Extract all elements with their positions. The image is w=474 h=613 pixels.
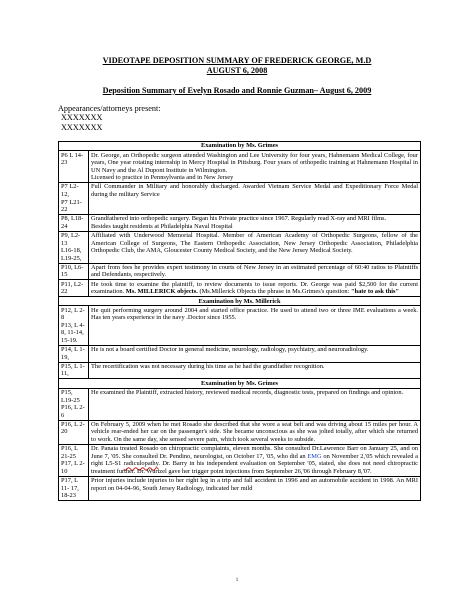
table-row <box>59 388 421 420</box>
spellcheck-word: radiculopathy <box>123 460 159 468</box>
page-line-ref: P17, L 11- 17, 18-23 <box>59 476 89 500</box>
section-header: Examination by Ms. Grimes <box>59 142 421 151</box>
summary-cell: He took time to examine the plaintiff, to review documents to issue reports. Dr. George was paid $2,500 for the current examination. Ms. MILLERICK objects. (Ms.Millerick Objects the phrase in Ms.Grimes's question: "hate to ask this" <box>89 280 421 297</box>
summary-cell: Prior injuries include injuries to her right leg in a trip and fall accident in 1996 and an automobile accident in 1998. An MRI report on 04-04-96, South Jersey Radiology, indicated her mild <box>89 476 421 500</box>
page-line-ref: P15, L 1-11, <box>59 362 89 379</box>
table-row <box>59 280 421 297</box>
table-row <box>59 345 421 362</box>
page-line-ref: P16, L 2-20 <box>59 420 89 444</box>
table-row <box>59 231 421 263</box>
summary-cell: He examined the Plaintiff, extracted history, reviewed medical records, diagnostic tests, prepared on findings and opinion. <box>89 388 421 420</box>
page-number: 1 <box>235 578 239 583</box>
deposition-table <box>58 141 421 501</box>
page-line-ref: P16, L 21-25 P17, L 2-10 <box>59 444 89 476</box>
page-line-ref: P15, L19-25 P16, L 2-6 <box>59 388 89 420</box>
section-header: Examination by Ms. Grimes <box>59 379 421 388</box>
objection-note: Ms. MILLERICK objects. <box>125 288 198 296</box>
table-row <box>59 420 421 444</box>
appearances-label: Appearances/attorneys present: <box>58 104 161 113</box>
document-title: VIDEOTAPE DEPOSITION SUMMARY OF FREDERICK GEORGE, M.D <box>102 56 372 65</box>
page-line-ref: P10, L6-15 <box>59 263 89 280</box>
summary-heading: Deposition Summary of Evelyn Rosado and Ronnie Guzman– August 6, 2009 <box>102 86 372 95</box>
summary-cell: Apart from fees he provides expert testimony in courts of New Jersey in an estimated percentage of 60:40 ratios to Plaintiffs and Defendants, respectively. <box>89 263 421 280</box>
table-row <box>59 476 421 500</box>
table-row <box>59 214 421 231</box>
page-line-ref: P11, L2-22 <box>59 280 89 297</box>
table-row <box>59 263 421 280</box>
summary-cell: Dr. Panaia treated Rosado on chiropractic complaints, eleven months. She consulted Dr.Lawrence Barr on January 25, and on June 7, '05. She consulted Dr. Pendino, neurologist, on October 17, '05, who did an EMG on November 2,'05 which revealed a right L5-S1 radiculopathy. Dr. Barry in his independent evaluation on September '05, stated, she does not need chiropractic treatment further. Dr. Wurtzel gave her trigger point injections from September 26,'06 through February 8,'07. <box>89 444 421 476</box>
table-row <box>59 151 421 183</box>
page-line-ref: P12, L 2-8 P13, L 4-8, 11-14, 15-19. <box>59 306 89 345</box>
emg-link[interactable]: EMG <box>307 452 322 460</box>
table-row <box>59 362 421 379</box>
page-line-ref: P6 L 14-23 <box>59 151 89 183</box>
page-line-ref: P9, L2-13 L16-18, L19-25, <box>59 231 89 263</box>
page-line-ref: P7 L2-12, P7 L21-22 <box>59 183 89 215</box>
summary-cell: Full Commander in Military and honorably discharged. Awarded Vietnam Service Medal and Expeditionary Force Medal during the military Service <box>89 183 421 215</box>
document-date: AUGUST 6, 2008 <box>206 66 268 75</box>
summary-cell: He is not a board certified Doctor in general medicine, neurology, radiology, psychiatry, and neuroradiology. <box>89 345 421 362</box>
summary-cell: On February 5, 2009 when he met Rosado she described that she wore a seat belt and was driving about 15 miles per hour. A vehicle rear-ended her car on the passenger's side. She became unconscious as she was jolted totally, after which she returned to work. On the same day, she sensed severe pain, which took several weeks to subside. <box>89 420 421 444</box>
page-line-ref: P8, L18-24 <box>59 214 89 231</box>
table-row <box>59 306 421 345</box>
summary-cell: He quit performing surgery around 2004 and started office practice. He used to attend two or three IME evaluations a week. Has ten years experience in the navy .Doctor since 1955. <box>89 306 421 345</box>
section-header: Examination by Ms. Millerick <box>59 297 421 306</box>
appearances-block <box>58 104 161 132</box>
summary-cell: The recertification was not necessary during his time as he had the grandfather recognition. <box>89 362 421 379</box>
summary-cell: Dr. George, an Orthopedic surgeon attended Washington and Lee University for four years, Hahnemann Medical College, four years, One year rotating internship in Mercy Hospital in Pittsburg. Four years of orthopedic training at Hahnemann Hospital in UN Navy and the Al Dupont Institute in Wilmington. Licensed to practice in Pennsylvania and in New Jersey <box>89 151 421 183</box>
quoted-phrase: "hate to ask this" <box>350 288 400 296</box>
attorney-entry: XXXXXXX <box>61 113 103 123</box>
summary-cell: Affiliated with Underwood Memorial Hospital. Member of American Academy of Orthopedic Surgeons, fellow of the American College of Surgeons, The Eastern Orthopedic Association, New Jersey Orthopedic Association, Philadelphia Orthopedic Club, the AMA, Gloucester County Medical Society, and the New Jersey Medical Society. <box>89 231 421 263</box>
attorney-entry: XXXXXXX <box>61 122 103 132</box>
table-row <box>59 444 421 476</box>
summary-cell: Grandfathered into orthopedic surgery. Began his Private practice since 1967. Regularly read X-ray and MRI films. Besides taught residents at Philadelphia Naval Hospital <box>89 214 421 231</box>
table-row <box>59 183 421 215</box>
page-line-ref: P14, L 1-19, <box>59 345 89 362</box>
